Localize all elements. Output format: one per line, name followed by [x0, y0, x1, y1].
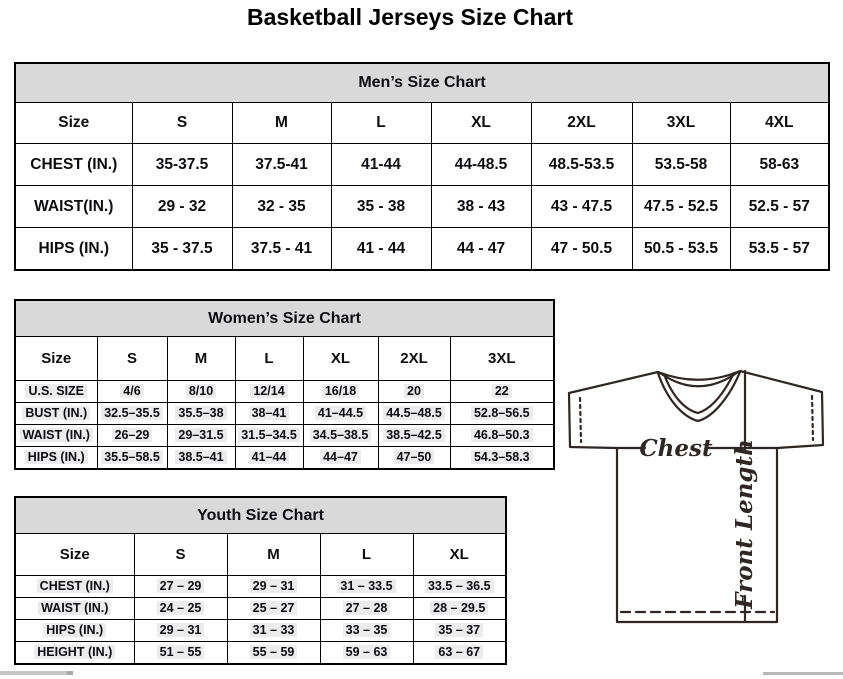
size-column-header: XL	[303, 337, 378, 381]
size-value-cell: 29 – 31	[227, 576, 320, 598]
measurement-row-label: HIPS (IN.)	[15, 620, 134, 642]
measurement-row	[15, 447, 554, 470]
size-value-cell: 35 – 37	[413, 620, 506, 642]
size-value-cell: 31 – 33	[227, 620, 320, 642]
measurement-row	[15, 620, 506, 642]
size-value-cell: 41 - 44	[331, 228, 431, 271]
size-header-row	[15, 337, 554, 381]
size-value-cell: 37.5-41	[232, 144, 331, 186]
size-column-header: Size	[15, 337, 97, 381]
womens-size-table	[14, 299, 555, 470]
size-value-cell: 27 – 28	[320, 598, 413, 620]
size-value-cell: 41–44.5	[303, 403, 378, 425]
measurement-row-label: HIPS (IN.)	[15, 447, 97, 470]
size-column-header: S	[134, 534, 227, 576]
size-value-cell: 44–47	[303, 447, 378, 470]
size-column-header: 3XL	[450, 337, 554, 381]
size-value-cell: 38–41	[235, 403, 303, 425]
size-column-header: L	[320, 534, 413, 576]
chest-label: Chest	[639, 435, 713, 462]
size-value-cell: 20	[378, 381, 450, 403]
size-value-cell: 47–50	[378, 447, 450, 470]
size-header-row	[15, 534, 506, 576]
size-value-cell: 47 - 50.5	[531, 228, 632, 271]
size-value-cell: 48.5-53.5	[531, 144, 632, 186]
measurement-row	[15, 228, 829, 271]
size-value-cell: 46.8–50.3	[450, 425, 554, 447]
size-value-cell: 34.5–38.5	[303, 425, 378, 447]
size-value-cell: 8/10	[167, 381, 235, 403]
measurement-row-label: U.S. SIZE	[15, 381, 97, 403]
measurement-row-label: WAIST (IN.)	[15, 598, 134, 620]
size-value-cell: 54.3–58.3	[450, 447, 554, 470]
size-column-header: 2XL	[531, 103, 632, 144]
size-value-cell: 31 – 33.5	[320, 576, 413, 598]
size-value-cell: 41-44	[331, 144, 431, 186]
size-value-cell: 29 – 31	[134, 620, 227, 642]
size-column-header: Size	[15, 534, 134, 576]
right-sleeve-dashed-line	[812, 396, 813, 440]
size-column-header: 4XL	[730, 103, 829, 144]
size-column-header: S	[132, 103, 232, 144]
size-value-cell: 27 – 29	[134, 576, 227, 598]
size-value-cell: 32 - 35	[232, 186, 331, 228]
size-column-header: L	[331, 103, 431, 144]
size-value-cell: 12/14	[235, 381, 303, 403]
jersey-measurement-diagram	[555, 358, 843, 658]
size-value-cell: 58-63	[730, 144, 829, 186]
size-column-header: XL	[413, 534, 506, 576]
size-value-cell: 38 - 43	[431, 186, 531, 228]
size-value-cell: 47.5 - 52.5	[632, 186, 730, 228]
size-value-cell: 26–29	[97, 425, 167, 447]
measurement-row-label: WAIST(IN.)	[15, 186, 132, 228]
measurement-row	[15, 186, 829, 228]
size-value-cell: 52.5 - 57	[730, 186, 829, 228]
size-value-cell: 63 – 67	[413, 642, 506, 665]
table-title-row	[15, 63, 829, 103]
size-column-header: XL	[431, 103, 531, 144]
size-value-cell: 37.5 - 41	[232, 228, 331, 271]
size-value-cell: 24 – 25	[134, 598, 227, 620]
measurement-row-label: CHEST (IN.)	[15, 576, 134, 598]
size-value-cell: 25 – 27	[227, 598, 320, 620]
left-sleeve-dashed-line	[580, 398, 581, 442]
jersey-outline	[569, 371, 823, 622]
table-title-row	[15, 300, 554, 337]
measurement-row-label: WAIST (IN.)	[15, 425, 97, 447]
front-length-label: Front Length	[731, 439, 758, 609]
size-value-cell: 41–44	[235, 447, 303, 470]
size-value-cell: 4/6	[97, 381, 167, 403]
measurement-row	[15, 425, 554, 447]
size-value-cell: 43 - 47.5	[531, 186, 632, 228]
size-value-cell: 29 - 32	[132, 186, 232, 228]
size-column-header: 3XL	[632, 103, 730, 144]
size-value-cell: 52.8–56.5	[450, 403, 554, 425]
horizontal-scrollbar-thumb[interactable]	[0, 671, 73, 675]
size-value-cell: 35.5–58.5	[97, 447, 167, 470]
size-value-cell: 44 - 47	[431, 228, 531, 271]
measurement-row	[15, 642, 506, 665]
measurement-row	[15, 381, 554, 403]
size-value-cell: 35 - 37.5	[132, 228, 232, 271]
size-value-cell: 38.5–42.5	[378, 425, 450, 447]
size-value-cell: 22	[450, 381, 554, 403]
size-column-header: 2XL	[378, 337, 450, 381]
size-value-cell: 59 – 63	[320, 642, 413, 665]
horizontal-scrollbar-fragment[interactable]	[763, 672, 843, 675]
size-column-header: Size	[15, 103, 132, 144]
size-value-cell: 35-37.5	[132, 144, 232, 186]
size-column-header: M	[167, 337, 235, 381]
size-value-cell: 51 – 55	[134, 642, 227, 665]
page-title: Basketball Jerseys Size Chart	[246, 4, 573, 30]
size-value-cell: 50.5 - 53.5	[632, 228, 730, 271]
measurement-row-label: HIPS (IN.)	[15, 228, 132, 271]
youth-size-table	[14, 496, 507, 665]
measurement-row	[15, 598, 506, 620]
size-column-header: S	[97, 337, 167, 381]
size-value-cell: 29–31.5	[167, 425, 235, 447]
size-value-cell: 44.5–48.5	[378, 403, 450, 425]
table-title: Women’s Size Chart	[15, 300, 554, 337]
size-column-header: M	[227, 534, 320, 576]
size-value-cell: 38.5–41	[167, 447, 235, 470]
size-value-cell: 16/18	[303, 381, 378, 403]
size-value-cell: 53.5-58	[632, 144, 730, 186]
size-column-header: L	[235, 337, 303, 381]
table-title: Youth Size Chart	[15, 497, 506, 534]
size-value-cell: 33 – 35	[320, 620, 413, 642]
measurement-row	[15, 576, 506, 598]
size-value-cell: 35.5–38	[167, 403, 235, 425]
measurement-row	[15, 144, 829, 186]
size-column-header: M	[232, 103, 331, 144]
table-title: Men’s Size Chart	[15, 63, 829, 103]
size-value-cell: 28 – 29.5	[413, 598, 506, 620]
size-value-cell: 35 - 38	[331, 186, 431, 228]
size-value-cell: 32.5–35.5	[97, 403, 167, 425]
measurement-row-label: BUST (IN.)	[15, 403, 97, 425]
size-value-cell: 44-48.5	[431, 144, 531, 186]
size-value-cell: 31.5–34.5	[235, 425, 303, 447]
measurement-row	[15, 403, 554, 425]
size-value-cell: 55 – 59	[227, 642, 320, 665]
measurement-row-label: HEIGHT (IN.)	[15, 642, 134, 665]
size-value-cell: 53.5 - 57	[730, 228, 829, 271]
mens-size-table	[14, 62, 830, 271]
table-title-row	[15, 497, 506, 534]
measurement-row-label: CHEST (IN.)	[15, 144, 132, 186]
size-header-row	[15, 103, 829, 144]
size-value-cell: 33.5 – 36.5	[413, 576, 506, 598]
